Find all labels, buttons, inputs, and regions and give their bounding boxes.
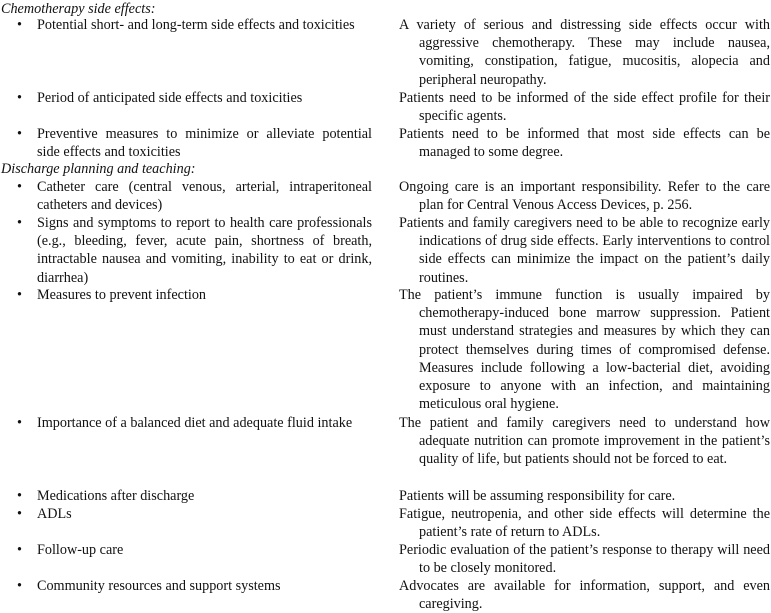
- teaching-item: Measures to prevent infection: [37, 287, 207, 303]
- rationale-text: Patients and family caregivers need to be able to recognize early indications of drug side effects. Early interventions to control side effects can minimize the impact on the patient’s daily routines.: [399, 215, 770, 286]
- teaching-item: Catheter care (central venous, arterial, intraperitoneal catheters and devices): [37, 179, 372, 214]
- rationale-text: Patients need to be informed that most side effects can be managed to some degree.: [399, 126, 770, 161]
- teaching-item: Period of anticipated side effects and toxicities: [37, 90, 303, 106]
- teaching-item: ADLs: [37, 506, 72, 522]
- teaching-item: Potential short- and long-term side effects and toxicities: [37, 17, 355, 33]
- bullet-icon: [17, 178, 25, 196]
- bullet-icon: [17, 286, 25, 304]
- bullet-icon: [17, 577, 25, 595]
- section-heading-chemotherapy-side-effects: Chemotherapy side effects:: [1, 1, 156, 17]
- teaching-item: Signs and symptoms to report to health care professionals (e.g., bleeding, fever, acute pain, shortness of breath, intractable nausea and vomiting, inability to eat or drink, diarrhea): [37, 215, 372, 286]
- rationale-text: Ongoing care is an important responsibility. Refer to the care plan for Central Venous Access Devices, p. 256.: [399, 179, 770, 214]
- teaching-item: Importance of a balanced diet and adequate fluid intake: [37, 415, 353, 431]
- rationale-text: Advocates are available for information, support, and even caregiving.: [399, 578, 770, 613]
- bullet-icon: [17, 16, 25, 34]
- bullet-icon: [17, 487, 25, 505]
- bullet-icon: [17, 505, 25, 523]
- teaching-item: Community resources and support systems: [37, 578, 281, 594]
- bullet-icon: [17, 214, 25, 232]
- rationale-text: Patients need to be informed of the side effect profile for their specific agents.: [399, 90, 770, 125]
- section-heading-discharge-planning: Discharge planning and teaching:: [1, 161, 196, 177]
- rationale-text: The patient’s immune function is usually impaired by chemotherapy-induced bone marrow suppression. Patient must understand strategies and measures by which they can protect themselves during times of compromised defense. Measures include following a low-bacterial diet, avoiding exposure to anyone with an infection, and maintaining meticulous oral hygiene.: [399, 287, 770, 413]
- teaching-item: Follow-up care: [37, 542, 124, 558]
- bullet-icon: [17, 414, 25, 432]
- bullet-icon: [17, 125, 25, 143]
- bullet-icon: [17, 89, 25, 107]
- teaching-item: Preventive measures to minimize or alleviate potential side effects and toxicities: [37, 126, 372, 161]
- rationale-text: Patients will be assuming responsibility for care.: [399, 488, 676, 504]
- teaching-item: Medications after discharge: [37, 488, 195, 504]
- rationale-text: Fatigue, neutropenia, and other side effects will determine the patient’s rate of return to ADLs.: [399, 506, 770, 541]
- rationale-text: The patient and family caregivers need to understand how adequate nutrition can promote improvement in the patient’s quality of life, but patients should not be forced to eat.: [399, 415, 770, 468]
- rationale-text: Periodic evaluation of the patient’s response to therapy will need to be closely monitored.: [399, 542, 770, 577]
- rationale-text: A variety of serious and distressing side effects occur with aggressive chemotherapy. These may include nausea, vomiting, constipation, fatigue, mucositis, alopecia and peripheral neuropathy.: [399, 17, 770, 88]
- bullet-icon: [17, 541, 25, 559]
